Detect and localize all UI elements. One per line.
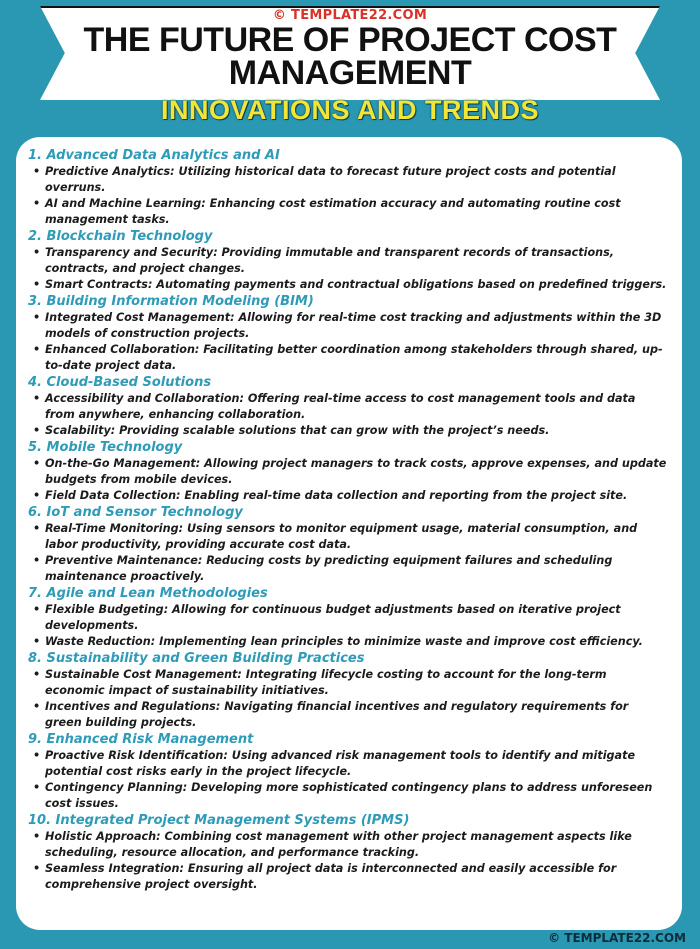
bullet-icon: •	[33, 457, 41, 470]
brand-watermark-bottom: © TEMPLATE22.COM	[548, 931, 686, 945]
list-item-text: Waste Reduction: Implementing lean principles to minimize waste and improve cost efficiency.	[45, 635, 643, 648]
list-item	[33, 699, 668, 731]
bullet-icon: •	[33, 311, 41, 324]
list-item-text: Accessibility and Collaboration: Offering real-time access to cost management tools and data from anywhere, enhancing collaboration.	[45, 392, 636, 421]
bullet-icon: •	[33, 668, 41, 681]
list-item	[33, 488, 668, 504]
section-title: 5. Mobile Technology	[28, 440, 183, 455]
list-item	[33, 553, 668, 585]
section-title: 1. Advanced Data Analytics and AI	[28, 148, 280, 163]
bullet-icon: •	[33, 392, 41, 405]
list-item	[33, 423, 668, 439]
section-items	[28, 164, 668, 228]
list-item-text: Scalability: Providing scalable solutions that can grow with the project’s needs.	[45, 424, 550, 437]
bullet-icon: •	[33, 165, 41, 178]
bullet-icon: •	[33, 700, 41, 713]
bullet-icon: •	[33, 197, 41, 210]
bullet-icon: •	[33, 830, 41, 843]
section	[28, 374, 668, 439]
list-item	[33, 829, 668, 861]
brand-watermark-top: © TEMPLATE22.COM	[272, 8, 428, 23]
list-item-text: Enhanced Collaboration: Facilitating better coordination among stakeholders through shared, up-to-date project data.	[45, 343, 663, 372]
list-item-text: Holistic Approach: Combining cost management with other project management aspects like scheduling, resource allocation, and performance tracking.	[45, 830, 632, 859]
list-item-text: Seamless Integration: Ensuring all project data is interconnected and easily accessible for comprehensive project oversight.	[45, 862, 617, 891]
section-title: 6. IoT and Sensor Technology	[28, 505, 243, 520]
list-item	[33, 164, 668, 196]
list-item-text: Transparency and Security: Providing immutable and transparent records of transactions, contracts, and project changes.	[45, 246, 615, 275]
list-item	[33, 521, 668, 553]
bullet-icon: •	[33, 246, 41, 259]
section	[28, 504, 668, 585]
section-title: 9. Enhanced Risk Management	[28, 732, 254, 747]
list-item	[33, 667, 668, 699]
list-item-text: Integrated Cost Management: Allowing for real-time cost tracking and adjustments within the 3D models of construction projects.	[45, 311, 662, 340]
bullet-icon: •	[33, 749, 41, 762]
bullet-icon: •	[33, 522, 41, 535]
list-item	[33, 391, 668, 423]
page-subtitle: INNOVATIONS AND TRENDS	[160, 95, 539, 125]
section	[28, 585, 668, 650]
list-item-text: Incentives and Regulations: Navigating financial incentives and regulatory requirements for green building projects.	[45, 700, 629, 729]
list-item	[33, 342, 668, 374]
section-items	[28, 456, 668, 504]
section-items	[28, 602, 668, 650]
section-items	[28, 521, 668, 585]
section-title: 4. Cloud-Based Solutions	[28, 375, 212, 390]
section-title: 3. Building Information Modeling (BIM)	[28, 294, 314, 309]
section-items	[28, 667, 668, 731]
section	[28, 650, 668, 731]
bullet-icon: •	[33, 489, 41, 502]
section-title: 8. Sustainability and Green Building Practices	[28, 651, 365, 666]
section	[28, 228, 668, 293]
list-item	[33, 602, 668, 634]
bullet-icon: •	[33, 603, 41, 616]
section	[28, 812, 668, 893]
section	[28, 293, 668, 374]
sections-list	[28, 147, 668, 893]
list-item-text: Real-Time Monitoring: Using sensors to monitor equipment usage, material consumption, and labor productivity, providing accurate cost data.	[45, 522, 638, 551]
list-item-text: On-the-Go Management: Allowing project managers to track costs, approve expenses, and update budgets from mobile devices.	[45, 457, 667, 486]
bullet-icon: •	[33, 554, 41, 567]
section-items	[28, 391, 668, 439]
list-item-text: Proactive Risk Identification: Using advanced risk management tools to identify and mitigate potential cost risks early in the project lifecycle.	[45, 749, 636, 778]
bullet-icon: •	[33, 781, 41, 794]
bullet-icon: •	[33, 424, 41, 437]
list-item	[33, 310, 668, 342]
list-item-text: Preventive Maintenance: Reducing costs by predicting equipment failures and scheduling maintenance proactively.	[45, 554, 613, 583]
list-item-text: Flexible Budgeting: Allowing for continuous budget adjustments based on iterative project developments.	[45, 603, 621, 632]
list-item-text: Contingency Planning: Developing more sophisticated contingency plans to address unforeseen cost issues.	[45, 781, 653, 810]
list-item	[33, 196, 668, 228]
list-item	[33, 456, 668, 488]
section-items	[28, 829, 668, 893]
bullet-icon: •	[33, 635, 41, 648]
list-item-text: Smart Contracts: Automating payments and contractual obligations based on predefined triggers.	[45, 278, 667, 291]
list-item-text: AI and Machine Learning: Enhancing cost estimation accuracy and automating routine cost management tasks.	[45, 197, 621, 226]
section	[28, 731, 668, 812]
bullet-icon: •	[33, 862, 41, 875]
list-item-text: Predictive Analytics: Utilizing historical data to forecast future project costs and potential overruns.	[45, 165, 616, 194]
list-item-text: Field Data Collection: Enabling real-time data collection and reporting from the project site.	[45, 489, 628, 502]
section-title: 10. Integrated Project Management Systems (IPMS)	[28, 813, 410, 828]
page-title: THE FUTURE OF PROJECT COST MANAGEMENT	[83, 21, 617, 92]
list-item	[33, 634, 668, 650]
list-item	[33, 245, 668, 277]
section-items	[28, 310, 668, 374]
section-items	[28, 748, 668, 812]
section	[28, 439, 668, 504]
list-item	[33, 861, 668, 893]
section-title: 2. Blockchain Technology	[28, 229, 213, 244]
bullet-icon: •	[33, 278, 41, 291]
list-item	[33, 780, 668, 812]
section-title: 7. Agile and Lean Methodologies	[28, 586, 268, 601]
bullet-icon: •	[33, 343, 41, 356]
content-card	[16, 137, 682, 930]
list-item	[33, 277, 668, 293]
section-items	[28, 245, 668, 293]
list-item-text: Sustainable Cost Management: Integrating lifecycle costing to account for the long-term economic impact of sustainability initiatives.	[45, 668, 607, 697]
list-item	[33, 748, 668, 780]
section	[28, 147, 668, 228]
